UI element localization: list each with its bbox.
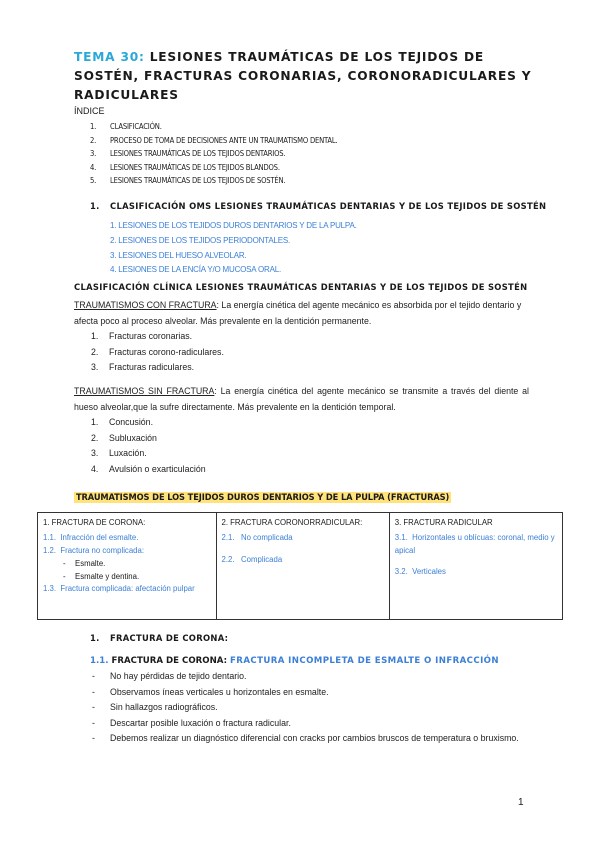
list-item: - No hay pérdidas de tejido dentario. xyxy=(92,671,247,681)
list-item: 2. LESIONES DE LOS TEJIDOS PERIODONTALES. xyxy=(110,235,291,245)
list-item: 1. Concusión. xyxy=(91,417,154,427)
table-row: 2.2. Complicada xyxy=(221,554,283,564)
list-item: 3. LESIONES DEL HUESO ALVEOLAR. xyxy=(110,250,247,260)
page-number: 1 xyxy=(518,797,524,808)
table-subrow: - Esmalte y dentina. xyxy=(63,572,140,581)
indice-item: 3. LESIONES TRAUMÁTICAS DE LOS TEJIDOS DENTARIOS. xyxy=(90,149,286,158)
table-cell-coronorradicular xyxy=(216,513,389,620)
paragraph-con-fractura: TRAUMATISMOS CON FRACTURA: La energía cinética del agente mecánico es absorbida por el tejido dentario y afecta poco al proceso alveolar. Más prevalente en la dentición permanente. xyxy=(74,300,522,326)
clinical-classification-heading: CLASIFICACIÓN CLÍNICA LESIONES TRAUMÁTICAS DENTARIAS Y DE LOS TEJIDOS DE SOSTÉN xyxy=(74,282,528,292)
list-item: 1. LESIONES DE LOS TEJIDOS DUROS DENTARIOS Y DE LA PULPA. xyxy=(110,221,357,230)
section-heading-fractura-corona: 1. FRACTURA DE CORONA: xyxy=(90,633,229,643)
document-title xyxy=(74,48,544,105)
list-item: 4. Avulsión o exarticulación xyxy=(91,463,206,474)
title-prefix: TEMA 30: xyxy=(74,50,145,64)
table-cell-fractura-corona xyxy=(38,513,217,620)
indice-item: 1. CLASIFICACIÓN. xyxy=(90,122,162,131)
indice-item: 5. LESIONES TRAUMÁTICAS DE LOS TEJIDOS DE SOSTÉN. xyxy=(90,176,286,185)
table-row: 1.1. Infracción del esmalte. xyxy=(43,533,139,542)
list-item: 3. Fracturas radiculares. xyxy=(91,362,195,372)
oms-classification-list xyxy=(110,219,357,278)
indice-list xyxy=(90,120,337,188)
table-row: 3.1. Horizontales u oblícuas: coronal, medio y apical xyxy=(394,533,555,555)
table-row: 2.1. No complicada xyxy=(221,533,293,542)
cell-title: 1. FRACTURA DE CORONA: xyxy=(43,518,146,527)
list-item: 4. LESIONES DE LA ENCÍA Y/O MUCOSA ORAL. xyxy=(110,265,282,275)
table-row: 1.3. Fractura complicada: afectación pulpar xyxy=(43,584,195,593)
con-fractura-list xyxy=(91,329,224,376)
infraccion-bullets xyxy=(92,669,532,747)
table-row: 3.2. Verticales xyxy=(394,567,446,576)
sin-fractura-list xyxy=(91,415,206,477)
cell-title: 3. FRACTURA RADICULAR xyxy=(394,518,493,527)
list-item: - Descartar posible luxación o fractura radicular. xyxy=(92,717,291,728)
list-item: - Debemos realizar un diagnóstico diferencial con cracks por cambios bruscos de temperatura o bruxismo. xyxy=(92,733,519,743)
list-item: 2. Fracturas corono-radiculares. xyxy=(91,346,224,357)
list-item: - Sin hallazgos radiográficos. xyxy=(92,702,218,712)
fracturas-heading: TRAUMATISMOS DE LOS TEJIDOS DUROS DENTARIOS Y DE LA PULPA (FRACTURAS) xyxy=(76,492,450,503)
table-row: 1.2. Fractura no complicada: xyxy=(43,545,144,555)
paragraph-sin-fractura: TRAUMATISMOS SIN FRACTURA: La energía cinética del agente mecánico se transmite a través del diente al hueso alveolar,que la sufre directamente. Más prevalente en la dentición temporal. xyxy=(74,386,529,412)
cell-title: 2. FRACTURA CORONORRADICULAR: xyxy=(221,518,363,527)
fracturas-table xyxy=(37,512,563,620)
section-heading-clasificacion: 1. CLASIFICACIÓN OMS LESIONES TRAUMÁTICAS DENTARIAS Y DE LOS TEJIDOS DE SOSTÉN xyxy=(90,201,547,211)
title-text: LESIONES TRAUMÁTICAS DE LOS TEJIDOS DE SOSTÉN, FRACTURAS CORONARIAS, CORONORADICULARES Y RADICULARES xyxy=(74,50,532,102)
list-item: - Observamos íneas verticales u horizontales en esmalte. xyxy=(92,686,329,697)
table-cell-radicular xyxy=(389,513,562,620)
list-item: 2. Subluxación xyxy=(91,432,157,443)
subsection-heading: 1.1. FRACTURA DE CORONA: FRACTURA INCOMPLETA DE ESMALTE O INFRACCIÓN xyxy=(90,656,499,666)
indice-item: 2. PROCESO DE TOMA DE DECISIONES ANTE UN TRAUMATISMO DENTAL. xyxy=(90,135,338,145)
indice-item: 4. LESIONES TRAUMÁTICAS DE LOS TEJIDOS BLANDOS. xyxy=(90,162,280,172)
indice-heading: ÍNDICE xyxy=(74,106,105,116)
table-subrow: - Esmalte. xyxy=(63,559,106,568)
list-item: 1. Fracturas coronarias. xyxy=(91,331,193,341)
list-item: 3. Luxación. xyxy=(91,448,147,458)
